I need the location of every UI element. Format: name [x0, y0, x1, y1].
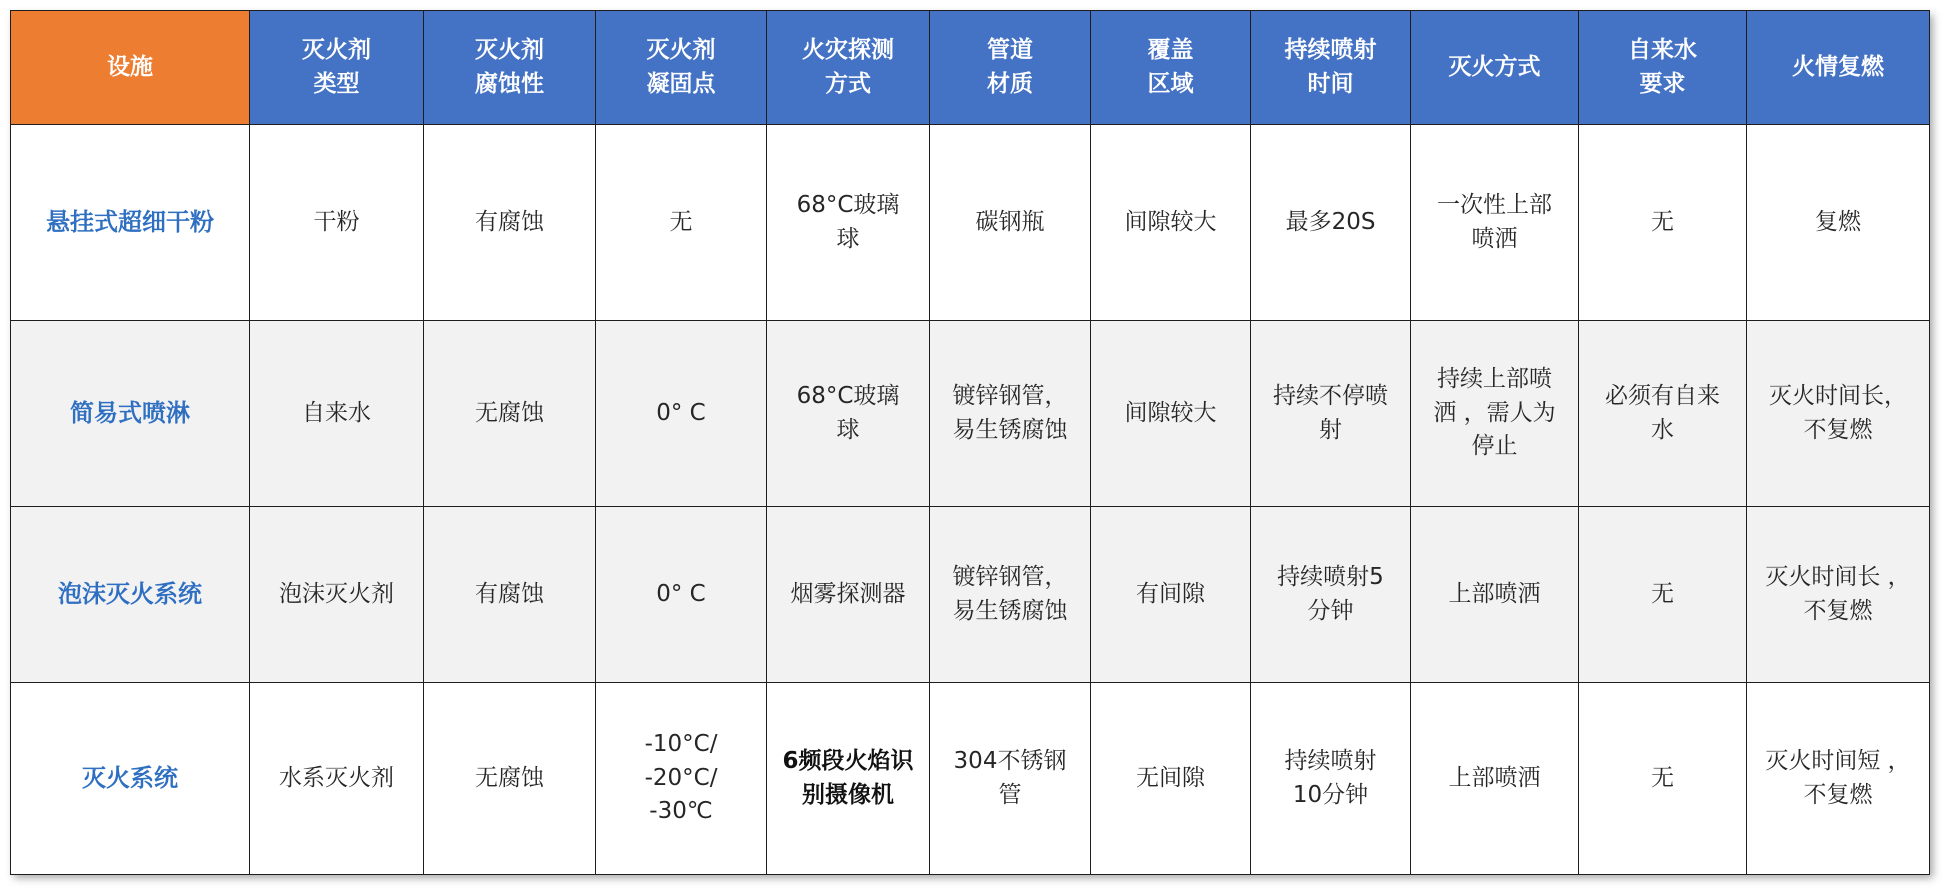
- row-facility-name: 简易式喷淋: [11, 321, 250, 507]
- header-duration: 持续喷射 时间: [1251, 11, 1411, 125]
- header-freezing-point: 灭火剂 凝固点: [596, 11, 767, 125]
- table-row: [11, 507, 1930, 683]
- row-facility-name: 泡沫灭火系统: [11, 507, 250, 683]
- cell-detection: 68°C玻璃 球: [767, 125, 930, 321]
- table-header-row: [11, 11, 1930, 125]
- cell-method: 上部喷洒: [1411, 507, 1579, 683]
- cell-agent-type: 泡沫灭火剂: [250, 507, 424, 683]
- header-pipe-material: 管道 材质: [930, 11, 1091, 125]
- table-row: [11, 321, 1930, 507]
- header-coverage: 覆盖 区域: [1091, 11, 1251, 125]
- cell-reignition: 灭火时间短 ， 不复燃: [1747, 683, 1930, 875]
- cell-agent-type: 自来水: [250, 321, 424, 507]
- cell-coverage: 无间隙: [1091, 683, 1251, 875]
- cell-coverage: 有间隙: [1091, 507, 1251, 683]
- cell-method: 一次性上部 喷洒: [1411, 125, 1579, 321]
- header-agent-type: 灭火剂 类型: [250, 11, 424, 125]
- fire-suppression-comparison-table: [10, 10, 1930, 875]
- cell-water-requirement: 必须有自来 水: [1579, 321, 1747, 507]
- header-corrosiveness: 灭火剂 腐蚀性: [424, 11, 596, 125]
- cell-method: 持续上部喷 洒 ，需人为 停止: [1411, 321, 1579, 507]
- cell-freezing-point: 无: [596, 125, 767, 321]
- header-facility: 设施: [11, 11, 250, 125]
- cell-reignition: 灭火时间长 ， 不复燃: [1747, 507, 1930, 683]
- row-facility-name: 灭火系统: [11, 683, 250, 875]
- cell-pipe-material: 镀锌钢管， 易生锈腐蚀: [930, 321, 1091, 507]
- cell-agent-type: 水系灭火剂: [250, 683, 424, 875]
- header-reignition: 火情复燃: [1747, 11, 1930, 125]
- cell-water-requirement: 无: [1579, 683, 1747, 875]
- cell-pipe-material: 304不锈钢 管: [930, 683, 1091, 875]
- cell-water-requirement: 无: [1579, 125, 1747, 321]
- cell-freezing-point: -10°C/ -20°C/ -30℃: [596, 683, 767, 875]
- cell-water-requirement: 无: [1579, 507, 1747, 683]
- cell-detection: 68°C玻璃 球: [767, 321, 930, 507]
- header-method: 灭火方式: [1411, 11, 1579, 125]
- cell-duration: 持续不停喷 射: [1251, 321, 1411, 507]
- row-facility-name: 悬挂式超细干粉: [11, 125, 250, 321]
- cell-detection: 烟雾探测器: [767, 507, 930, 683]
- table-row: [11, 683, 1930, 875]
- cell-detection: 6频段火焰识 别摄像机: [767, 683, 930, 875]
- cell-corrosiveness: 无腐蚀: [424, 321, 596, 507]
- header-water-requirement: 自来水 要求: [1579, 11, 1747, 125]
- cell-coverage: 间隙较大: [1091, 125, 1251, 321]
- comparison-table-container: [10, 10, 1929, 873]
- cell-freezing-point: 0° C: [596, 321, 767, 507]
- cell-method: 上部喷洒: [1411, 683, 1579, 875]
- cell-corrosiveness: 有腐蚀: [424, 125, 596, 321]
- header-detection: 火灾探测 方式: [767, 11, 930, 125]
- cell-agent-type: 干粉: [250, 125, 424, 321]
- cell-corrosiveness: 无腐蚀: [424, 683, 596, 875]
- cell-coverage: 间隙较大: [1091, 321, 1251, 507]
- cell-reignition: 灭火时间长， 不复燃: [1747, 321, 1930, 507]
- table-row: [11, 125, 1930, 321]
- cell-corrosiveness: 有腐蚀: [424, 507, 596, 683]
- cell-pipe-material: 镀锌钢管， 易生锈腐蚀: [930, 507, 1091, 683]
- cell-duration: 持续喷射 10分钟: [1251, 683, 1411, 875]
- cell-pipe-material: 碳钢瓶: [930, 125, 1091, 321]
- cell-duration: 持续喷射5 分钟: [1251, 507, 1411, 683]
- cell-duration: 最多20S: [1251, 125, 1411, 321]
- cell-reignition: 复燃: [1747, 125, 1930, 321]
- cell-freezing-point: 0° C: [596, 507, 767, 683]
